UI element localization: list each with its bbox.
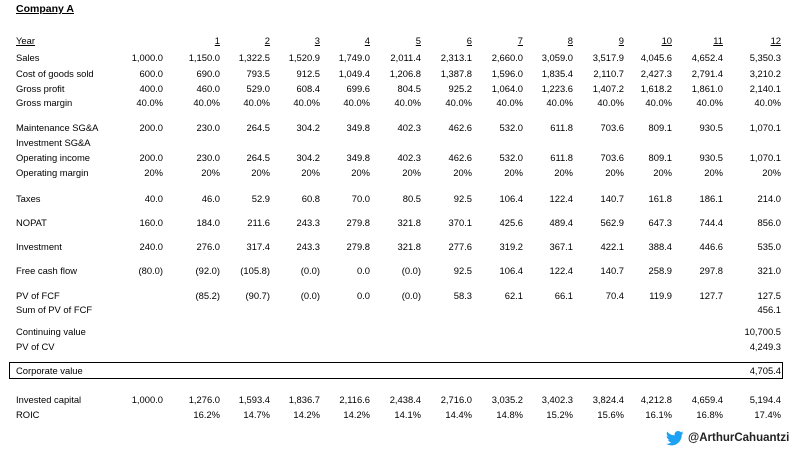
table-cell: 106.4 bbox=[499, 265, 523, 276]
table-row bbox=[16, 216, 788, 230]
table-cell: 20% bbox=[605, 167, 624, 178]
table-cell: 1,407.2 bbox=[592, 83, 624, 94]
table-cell: 14.7% bbox=[243, 409, 270, 420]
table-cell: 14.1% bbox=[394, 409, 421, 420]
table-cell: 793.5 bbox=[246, 68, 270, 79]
year-header: 5 bbox=[415, 35, 421, 46]
table-cell: 809.1 bbox=[648, 152, 672, 163]
year-header: 12 bbox=[770, 35, 781, 46]
table-row bbox=[16, 408, 788, 422]
row-label: Investment SG&A bbox=[16, 137, 91, 148]
table-cell: 1,520.9 bbox=[288, 52, 320, 63]
table-cell: 264.5 bbox=[246, 152, 270, 163]
table-cell: 140.7 bbox=[600, 265, 624, 276]
row-label: Investment bbox=[16, 241, 62, 252]
table-cell: 2,110.7 bbox=[593, 68, 624, 79]
table-cell: 40.0% bbox=[597, 97, 624, 108]
table-cell: 2,011.4 bbox=[390, 52, 421, 63]
table-cell: 0.0 bbox=[356, 290, 370, 301]
table-cell: 3,402.3 bbox=[541, 394, 573, 405]
table-cell: 1,322.5 bbox=[238, 52, 270, 63]
table-cell: 15.2% bbox=[546, 409, 573, 420]
table-cell: 40.0% bbox=[136, 97, 163, 108]
table-cell: 230.0 bbox=[196, 152, 220, 163]
table-cell: 425.6 bbox=[499, 217, 523, 228]
table-cell: (105.8) bbox=[240, 265, 270, 276]
table-cell: 446.6 bbox=[699, 241, 723, 252]
table-cell: 4,249.3 bbox=[749, 341, 781, 352]
table-cell: 297.8 bbox=[699, 265, 723, 276]
row-label: Free cash flow bbox=[16, 265, 77, 276]
table-cell: (0.0) bbox=[300, 290, 320, 301]
table-cell: 4,659.4 bbox=[691, 394, 723, 405]
table-cell: 5,194.4 bbox=[749, 394, 781, 405]
table-cell: 930.5 bbox=[699, 122, 723, 133]
table-cell: 70.0 bbox=[351, 193, 370, 204]
table-row bbox=[16, 393, 788, 407]
table-row bbox=[16, 96, 788, 110]
row-label: Sum of PV of FCF bbox=[16, 304, 93, 315]
table-cell: 535.0 bbox=[757, 241, 781, 252]
table-cell: 16.1% bbox=[645, 409, 672, 420]
table-cell: 1,049.4 bbox=[338, 68, 370, 79]
year-header: 8 bbox=[567, 35, 573, 46]
table-row bbox=[16, 264, 788, 278]
table-cell: 122.4 bbox=[549, 193, 573, 204]
table-cell: 40.0% bbox=[696, 97, 723, 108]
table-cell: (92.0) bbox=[195, 265, 220, 276]
table-cell: 40.0% bbox=[343, 97, 370, 108]
table-cell: 321.8 bbox=[397, 217, 421, 228]
table-row bbox=[16, 136, 788, 150]
table-cell: 367.1 bbox=[549, 241, 573, 252]
table-cell: 1,835.4 bbox=[541, 68, 573, 79]
table-cell: 186.1 bbox=[699, 193, 723, 204]
table-cell: 20% bbox=[301, 167, 320, 178]
row-label: Operating margin bbox=[16, 167, 89, 178]
table-cell: 489.4 bbox=[549, 217, 573, 228]
twitter-bird-icon bbox=[666, 431, 684, 446]
table-cell: 1,749.0 bbox=[338, 52, 370, 63]
table-cell: 317.4 bbox=[246, 241, 270, 252]
year-header-row bbox=[16, 34, 788, 48]
table-cell: 200.0 bbox=[139, 152, 163, 163]
corporate-value-box bbox=[9, 362, 783, 379]
table-title: Company A bbox=[16, 3, 74, 15]
table-cell: 40.0% bbox=[645, 97, 672, 108]
table-cell: 240.0 bbox=[139, 241, 163, 252]
table-cell: 2,438.4 bbox=[389, 394, 421, 405]
table-cell: 14.2% bbox=[293, 409, 320, 420]
year-header: 7 bbox=[517, 35, 523, 46]
row-label: Gross profit bbox=[16, 83, 65, 94]
table-cell: 4,045.6 bbox=[640, 52, 672, 63]
table-cell: 4,212.8 bbox=[640, 394, 672, 405]
table-cell: 3,517.9 bbox=[592, 52, 624, 63]
table-row bbox=[16, 325, 788, 339]
table-row bbox=[16, 67, 788, 81]
table-cell: 66.1 bbox=[554, 290, 573, 301]
table-cell: 2,791.4 bbox=[691, 68, 723, 79]
table-cell: 40.0% bbox=[193, 97, 220, 108]
table-cell: 3,824.4 bbox=[592, 394, 624, 405]
row-label: PV of FCF bbox=[16, 290, 60, 301]
table-cell: 690.0 bbox=[196, 68, 220, 79]
table-cell: 608.4 bbox=[296, 83, 320, 94]
table-cell: 1,000.0 bbox=[131, 394, 163, 405]
table-cell: 40.0% bbox=[243, 97, 270, 108]
table-cell: 856.0 bbox=[757, 217, 781, 228]
table-cell: 304.2 bbox=[296, 122, 320, 133]
twitter-handle-text: @ArthurCahuantzi bbox=[688, 432, 790, 444]
table-cell: 370.1 bbox=[448, 217, 472, 228]
table-cell: 40.0% bbox=[546, 97, 573, 108]
table-cell: 1,276.0 bbox=[188, 394, 220, 405]
table-cell: 1,064.0 bbox=[491, 83, 523, 94]
table-cell: 462.6 bbox=[448, 122, 472, 133]
table-cell: 699.6 bbox=[346, 83, 370, 94]
table-cell: 1,070.1 bbox=[749, 122, 781, 133]
table-cell: 264.5 bbox=[246, 122, 270, 133]
table-cell: 279.8 bbox=[346, 241, 370, 252]
table-cell: 20% bbox=[402, 167, 421, 178]
table-cell: 14.8% bbox=[496, 409, 523, 420]
table-cell: 930.5 bbox=[699, 152, 723, 163]
table-row bbox=[16, 151, 788, 165]
table-cell: 20% bbox=[554, 167, 573, 178]
table-cell: 532.0 bbox=[499, 152, 523, 163]
row-label: Taxes bbox=[16, 193, 41, 204]
table-cell: 744.4 bbox=[699, 217, 723, 228]
table-cell: 119.9 bbox=[649, 290, 672, 301]
table-cell: 2,116.6 bbox=[339, 394, 370, 405]
table-cell: 402.3 bbox=[397, 122, 421, 133]
table-cell: 160.0 bbox=[139, 217, 163, 228]
table-row bbox=[16, 289, 788, 303]
table-row bbox=[16, 340, 788, 354]
table-row bbox=[16, 166, 788, 180]
table-cell: 40.0 bbox=[144, 193, 163, 204]
table-cell: 5,350.3 bbox=[749, 52, 781, 63]
table-cell: 1,596.0 bbox=[491, 68, 523, 79]
table-cell: 20% bbox=[762, 167, 781, 178]
table-cell: 1,150.0 bbox=[188, 52, 220, 63]
table-cell: (0.0) bbox=[401, 290, 421, 301]
table-cell: 400.0 bbox=[139, 83, 163, 94]
table-cell: 1,836.7 bbox=[288, 394, 320, 405]
table-cell: 460.0 bbox=[196, 83, 220, 94]
table-cell: 40.0% bbox=[293, 97, 320, 108]
table-cell: 106.4 bbox=[499, 193, 523, 204]
table-cell: 140.7 bbox=[600, 193, 624, 204]
table-cell: 2,716.0 bbox=[440, 394, 472, 405]
year-header: 3 bbox=[314, 35, 320, 46]
table-cell: 0.0 bbox=[356, 265, 370, 276]
row-label: Operating income bbox=[16, 152, 90, 163]
table-cell: (0.0) bbox=[300, 265, 320, 276]
table-cell: 258.9 bbox=[648, 265, 672, 276]
table-cell: 2,313.1 bbox=[440, 52, 472, 63]
table-cell: 92.5 bbox=[453, 265, 472, 276]
table-cell: 60.8 bbox=[301, 193, 320, 204]
year-header: 1 bbox=[214, 35, 220, 46]
table-cell: 3,059.0 bbox=[541, 52, 573, 63]
table-cell: 200.0 bbox=[139, 122, 163, 133]
row-label: ROIC bbox=[16, 409, 40, 420]
table-cell: 925.2 bbox=[448, 83, 472, 94]
table-cell: 17.4% bbox=[754, 409, 781, 420]
table-cell: 3,210.2 bbox=[749, 68, 781, 79]
table-cell: 14.2% bbox=[343, 409, 370, 420]
table-cell: 70.4 bbox=[605, 290, 624, 301]
table-cell: 1,861.0 bbox=[691, 83, 723, 94]
table-cell: 304.2 bbox=[296, 152, 320, 163]
table-cell: 462.6 bbox=[448, 152, 472, 163]
row-label: Continuing value bbox=[16, 326, 86, 337]
table-cell: 388.4 bbox=[648, 241, 672, 252]
table-cell: 184.0 bbox=[196, 217, 220, 228]
table-cell: 279.8 bbox=[346, 217, 370, 228]
table-cell: 3,035.2 bbox=[491, 394, 523, 405]
table-cell: 20% bbox=[653, 167, 672, 178]
table-cell: 62.1 bbox=[504, 290, 523, 301]
table-cell: (80.0) bbox=[138, 265, 163, 276]
table-cell: 1,206.8 bbox=[389, 68, 421, 79]
table-cell: 14.4% bbox=[445, 409, 472, 420]
table-cell: 276.0 bbox=[196, 241, 220, 252]
table-cell: 52.9 bbox=[251, 193, 270, 204]
table-cell: 20% bbox=[504, 167, 523, 178]
table-cell: 321.0 bbox=[757, 265, 781, 276]
table-cell: 4,652.4 bbox=[691, 52, 723, 63]
table-cell: 10,700.5 bbox=[744, 326, 781, 337]
year-header: 11 bbox=[713, 35, 723, 46]
table-cell: 809.1 bbox=[648, 122, 672, 133]
table-cell: 600.0 bbox=[139, 68, 163, 79]
table-cell: 611.8 bbox=[550, 152, 573, 163]
table-cell: 20% bbox=[251, 167, 270, 178]
table-cell: 243.3 bbox=[296, 241, 320, 252]
table-cell: 127.7 bbox=[699, 290, 723, 301]
row-label: NOPAT bbox=[16, 217, 47, 228]
table-cell: 16.2% bbox=[193, 409, 220, 420]
table-cell: 40.0% bbox=[754, 97, 781, 108]
row-label: Sales bbox=[16, 52, 40, 63]
table-cell: 1,593.4 bbox=[238, 394, 270, 405]
table-cell: 20% bbox=[144, 167, 163, 178]
table-cell: 40.0% bbox=[394, 97, 421, 108]
table-cell: 804.5 bbox=[397, 83, 421, 94]
table-cell: 532.0 bbox=[499, 122, 523, 133]
table-cell: 1,000.0 bbox=[131, 52, 163, 63]
table-cell: 562.9 bbox=[600, 217, 624, 228]
row-label: Cost of goods sold bbox=[16, 68, 94, 79]
table-cell: 127.5 bbox=[757, 290, 781, 301]
table-cell: 703.6 bbox=[600, 122, 624, 133]
row-label: PV of CV bbox=[16, 341, 55, 352]
table-cell: 319.2 bbox=[499, 241, 523, 252]
table-cell: (0.0) bbox=[401, 265, 421, 276]
table-cell: 2,427.3 bbox=[640, 68, 672, 79]
table-cell: 58.3 bbox=[453, 290, 472, 301]
table-cell: 211.6 bbox=[247, 217, 270, 228]
table-cell: 703.6 bbox=[600, 152, 624, 163]
table-cell: 161.8 bbox=[648, 193, 672, 204]
table-row bbox=[16, 82, 788, 96]
table-cell: 277.6 bbox=[448, 241, 472, 252]
table-cell: 456.1 bbox=[757, 304, 781, 315]
table-cell: 20% bbox=[704, 167, 723, 178]
year-header: 9 bbox=[618, 35, 624, 46]
table-row bbox=[16, 303, 788, 317]
table-cell: 46.0 bbox=[201, 193, 220, 204]
table-cell: 20% bbox=[201, 167, 220, 178]
table-cell: 40.0% bbox=[445, 97, 472, 108]
table-cell: 1,070.1 bbox=[749, 152, 781, 163]
table-cell: 214.0 bbox=[757, 193, 781, 204]
row-label: Corporate value bbox=[16, 365, 83, 376]
table-cell: 422.1 bbox=[600, 241, 624, 252]
row-label: Gross margin bbox=[16, 97, 73, 108]
table-row bbox=[16, 121, 788, 135]
year-header: 2 bbox=[264, 35, 270, 46]
table-cell: 16.8% bbox=[696, 409, 723, 420]
table-cell: 122.4 bbox=[549, 265, 573, 276]
table-cell: 611.8 bbox=[550, 122, 573, 133]
year-label: Year bbox=[16, 35, 35, 46]
table-cell: 80.5 bbox=[402, 193, 421, 204]
year-header: 10 bbox=[661, 35, 672, 46]
table-cell: 647.3 bbox=[648, 217, 672, 228]
table-row bbox=[16, 51, 788, 65]
table-cell: 912.5 bbox=[296, 68, 320, 79]
table-cell: 349.8 bbox=[346, 152, 370, 163]
table-cell: 2,660.0 bbox=[491, 52, 523, 63]
table-cell: 4,705.4 bbox=[749, 365, 781, 376]
twitter-handle bbox=[666, 430, 789, 446]
table-cell: 230.0 bbox=[196, 122, 220, 133]
table-cell: 349.8 bbox=[346, 122, 370, 133]
table-cell: 40.0% bbox=[496, 97, 523, 108]
table-row bbox=[16, 192, 788, 206]
table-cell: 1,223.6 bbox=[541, 83, 573, 94]
table-cell: 2,140.1 bbox=[749, 83, 781, 94]
year-header: 4 bbox=[364, 35, 370, 46]
table-cell: (90.7) bbox=[245, 290, 270, 301]
table-cell: 1,387.8 bbox=[440, 68, 472, 79]
table-cell: 402.3 bbox=[397, 152, 421, 163]
table-cell: 20% bbox=[453, 167, 472, 178]
table-cell: 243.3 bbox=[296, 217, 320, 228]
table-cell: 20% bbox=[351, 167, 370, 178]
year-header: 6 bbox=[466, 35, 472, 46]
table-cell: 1,618.2 bbox=[640, 83, 672, 94]
row-label: Maintenance SG&A bbox=[16, 122, 99, 133]
table-cell: 321.8 bbox=[397, 241, 421, 252]
table-cell: (85.2) bbox=[195, 290, 220, 301]
row-label: Invested capital bbox=[16, 394, 82, 405]
table-cell: 529.0 bbox=[246, 83, 270, 94]
table-cell: 92.5 bbox=[453, 193, 472, 204]
table-row bbox=[16, 240, 788, 254]
table-cell: 15.6% bbox=[597, 409, 624, 420]
